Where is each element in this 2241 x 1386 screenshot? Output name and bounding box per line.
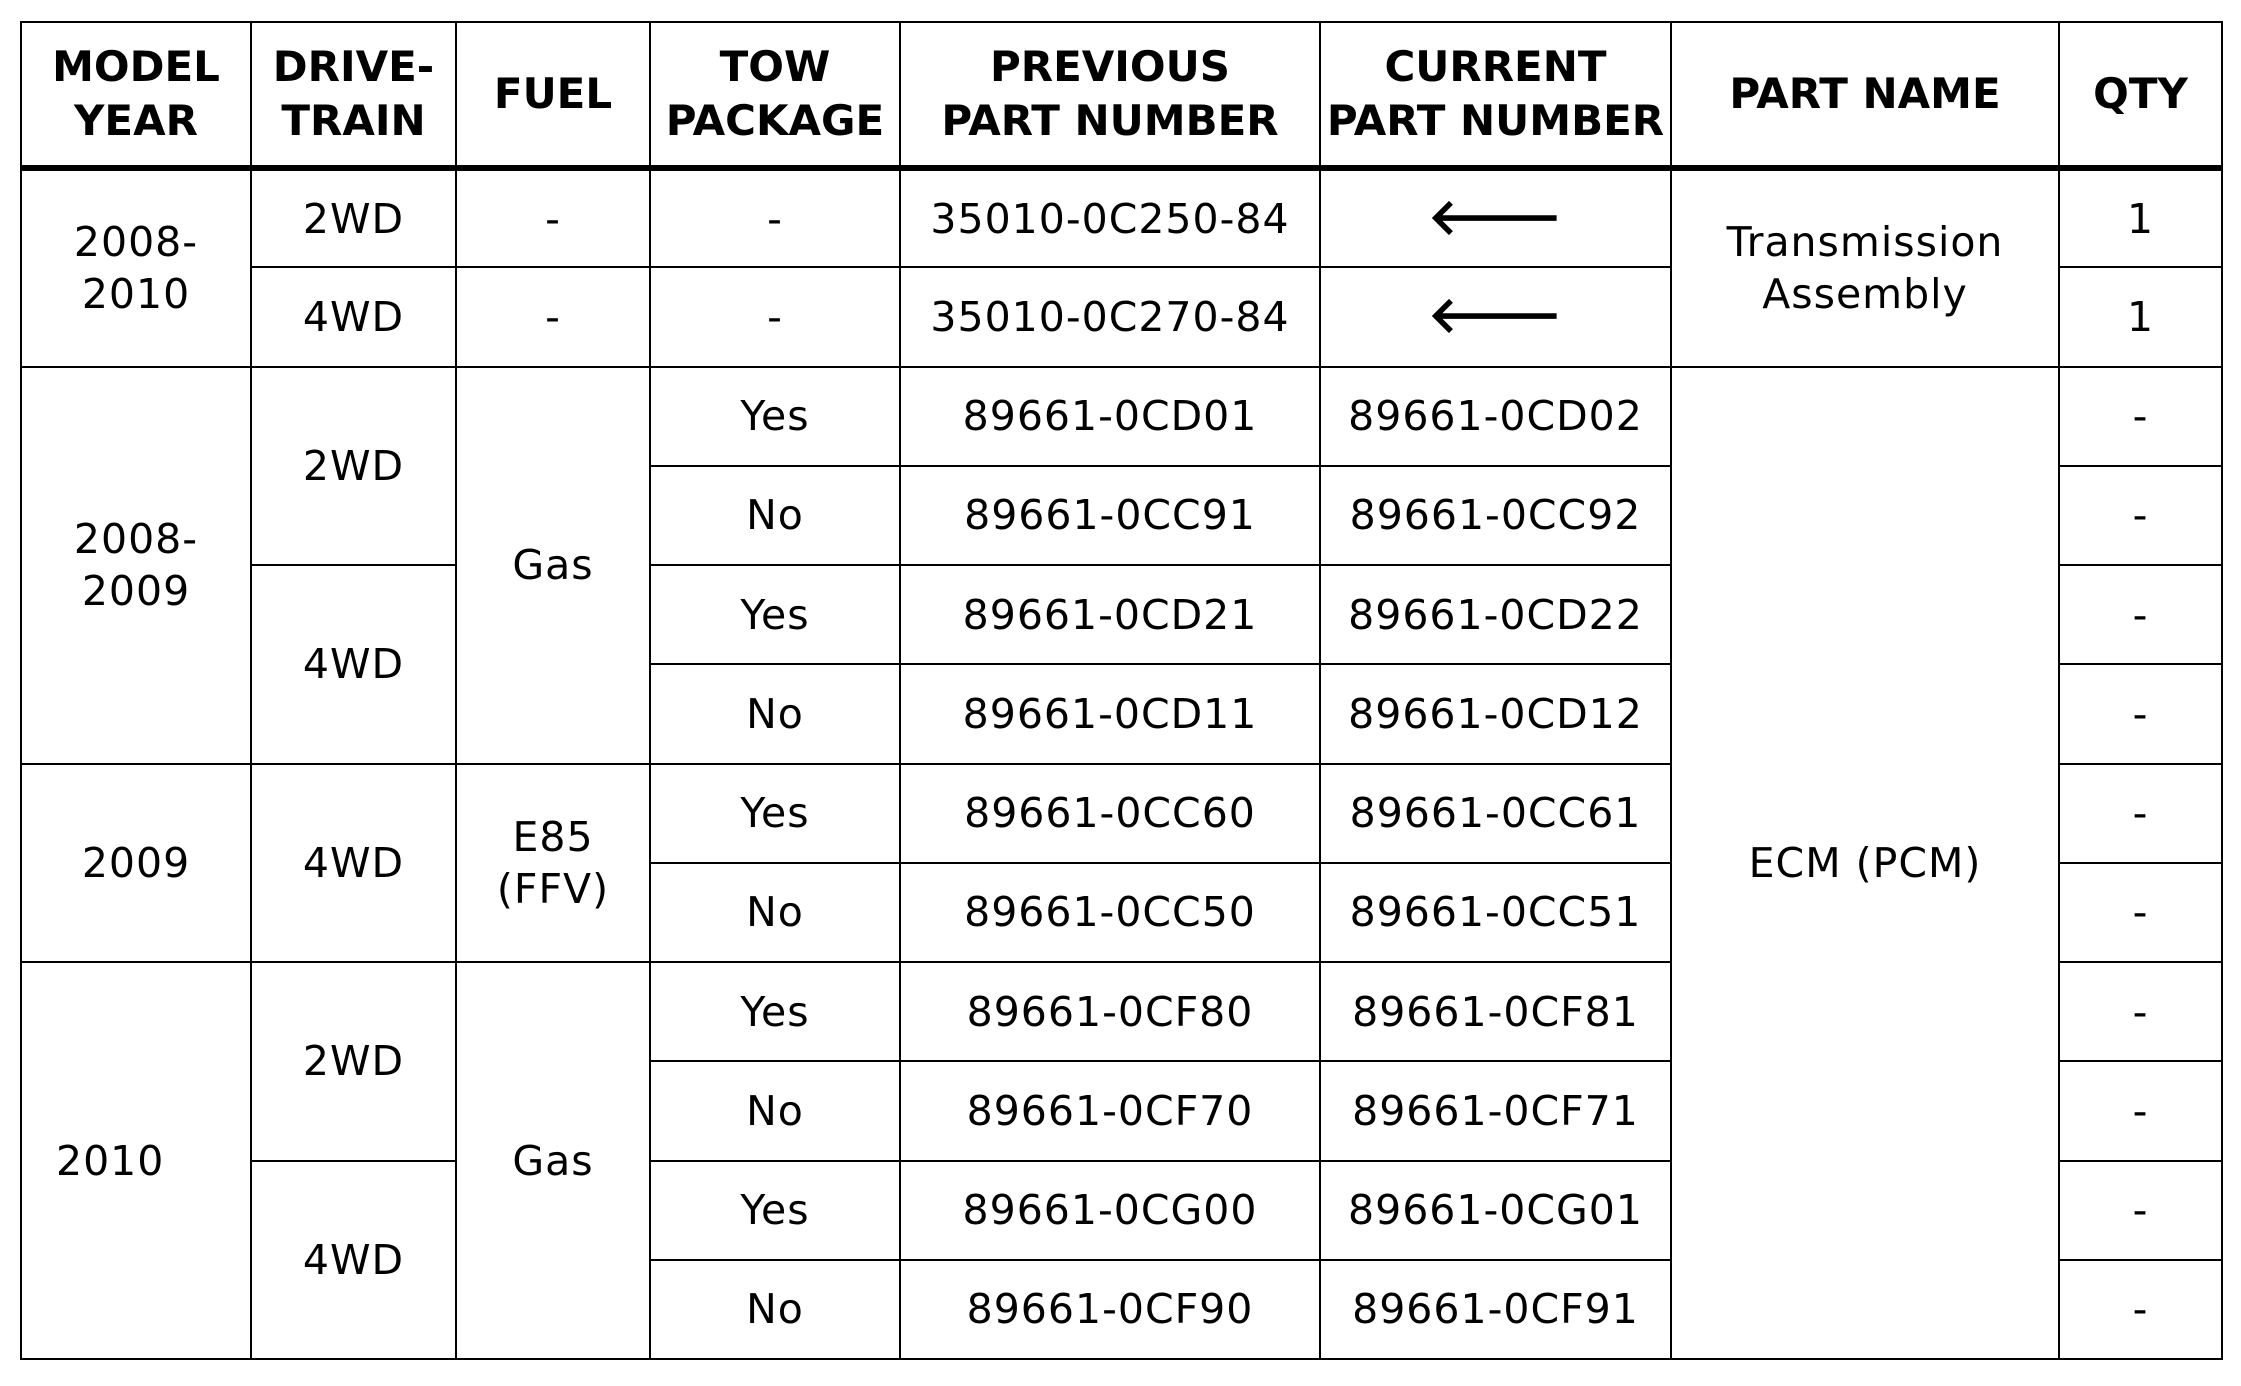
previous-part-number-cell: 89661-0CD21 — [900, 565, 1320, 664]
header-drivetrain-line2: TRAIN — [281, 96, 426, 145]
previous-part-number-cell: 89661-0CG00 — [900, 1161, 1320, 1260]
current-part-number-cell: 89661-0CF91 — [1320, 1260, 1671, 1359]
drivetrain-cell: 2WD — [251, 962, 456, 1161]
qty-cell: - — [2059, 565, 2222, 664]
current-part-number-cell: 89661-0CC61 — [1320, 764, 1671, 863]
header-previous-part-number — [900, 22, 1320, 168]
tow-package-cell: No — [650, 1061, 900, 1160]
qty-cell: - — [2059, 1260, 2222, 1359]
header-model-year — [21, 22, 251, 168]
tow-package-cell: No — [650, 863, 900, 962]
qty-cell: - — [2059, 1061, 2222, 1160]
header-previous-line2: PART NUMBER — [941, 96, 1279, 145]
fuel-line2: (FFV) — [496, 864, 610, 913]
previous-part-number-cell: 89661-0CD11 — [900, 664, 1320, 763]
header-tow-line1: TOW — [719, 42, 831, 91]
model-year-line1: 2008- — [73, 218, 199, 267]
tow-package-cell: No — [650, 466, 900, 565]
table-row — [21, 168, 2222, 267]
qty-cell: - — [2059, 764, 2222, 863]
current-part-number-cell: 89661-0CG01 — [1320, 1161, 1671, 1260]
previous-part-number-cell: 89661-0CF80 — [900, 962, 1320, 1061]
fuel-cell: Gas — [456, 962, 650, 1359]
current-part-number-cell — [1320, 168, 1671, 267]
previous-part-number-cell: 89661-0CC50 — [900, 863, 1320, 962]
header-current-part-number — [1320, 22, 1671, 168]
header-current-line2: PART NUMBER — [1326, 96, 1665, 145]
tow-package-cell: Yes — [650, 565, 900, 664]
tow-package-cell: Yes — [650, 1161, 900, 1260]
fuel-cell: Gas — [456, 367, 650, 764]
qty-cell: - — [2059, 1161, 2222, 1260]
current-part-number-cell: 89661-0CC51 — [1320, 863, 1671, 962]
header-row — [21, 22, 2222, 168]
drivetrain-cell: 4WD — [251, 267, 456, 366]
current-part-number-cell: 89661-0CC92 — [1320, 466, 1671, 565]
previous-part-number-cell: 89661-0CF90 — [900, 1260, 1320, 1359]
previous-part-number-cell: 89661-0CC91 — [900, 466, 1320, 565]
tow-package-cell: Yes — [650, 367, 900, 466]
header-fuel: FUEL — [456, 22, 650, 168]
tow-package-cell: No — [650, 664, 900, 763]
previous-part-number-cell: 89661-0CF70 — [900, 1061, 1320, 1160]
part-name-line2: Assembly — [1762, 270, 1968, 319]
parts-table — [20, 21, 2223, 1360]
header-part-name: PART NAME — [1671, 22, 2059, 168]
model-year-line1: 2008- — [73, 515, 199, 563]
qty-cell: - — [2059, 664, 2222, 763]
previous-part-number-cell: 35010-0C270-84 — [900, 267, 1320, 366]
model-year-line2: 2009 — [81, 567, 191, 615]
current-part-number-cell: 89661-0CD12 — [1320, 664, 1671, 763]
fuel-cell — [456, 764, 650, 963]
previous-part-number-cell: 35010-0C250-84 — [900, 168, 1320, 267]
part-name-cell — [1671, 168, 2059, 367]
previous-part-number-cell: 89661-0CC60 — [900, 764, 1320, 863]
drivetrain-cell: 2WD — [251, 168, 456, 267]
header-drivetrain-line1: DRIVE- — [272, 42, 435, 91]
header-drivetrain — [251, 22, 456, 168]
qty-cell: - — [2059, 466, 2222, 565]
tow-package-cell: - — [650, 267, 900, 366]
header-model-year-line1: MODEL — [52, 42, 220, 91]
part-name-cell: ECM (PCM) — [1671, 367, 2059, 1360]
tow-package-cell: Yes — [650, 962, 900, 1061]
left-arrow-icon: 🡐 — [1427, 285, 1564, 344]
qty-cell: 1 — [2059, 168, 2222, 267]
drivetrain-cell: 2WD — [251, 367, 456, 566]
current-part-number-cell: 89661-0CD22 — [1320, 565, 1671, 664]
model-year-line2: 2010 — [81, 270, 191, 319]
current-part-number-cell: 89661-0CD02 — [1320, 367, 1671, 466]
left-arrow-icon: 🡐 — [1427, 187, 1564, 246]
qty-cell: - — [2059, 367, 2222, 466]
qty-cell: - — [2059, 863, 2222, 962]
fuel-cell: - — [456, 168, 650, 267]
header-current-line1: CURRENT — [1384, 42, 1607, 91]
tow-package-cell: - — [650, 168, 900, 267]
fuel-line1: E85 — [512, 812, 594, 861]
model-year-cell: 2010 — [21, 962, 251, 1359]
model-year-cell — [21, 367, 251, 764]
fuel-cell: - — [456, 267, 650, 366]
qty-cell: 1 — [2059, 267, 2222, 366]
tow-package-cell: No — [650, 1260, 900, 1359]
header-tow-line2: PACKAGE — [665, 96, 885, 145]
drivetrain-cell: 4WD — [251, 764, 456, 963]
tow-package-cell: Yes — [650, 764, 900, 863]
table-row — [21, 367, 2222, 466]
previous-part-number-cell: 89661-0CD01 — [900, 367, 1320, 466]
current-part-number-cell: 89661-0CF71 — [1320, 1061, 1671, 1160]
model-year-cell — [21, 168, 251, 367]
header-qty: QTY — [2059, 22, 2222, 168]
qty-cell: - — [2059, 962, 2222, 1061]
part-name-line1: Transmission — [1726, 218, 2004, 267]
header-tow-package — [650, 22, 900, 168]
drivetrain-cell: 4WD — [251, 1161, 456, 1360]
current-part-number-cell — [1320, 267, 1671, 366]
current-part-number-cell: 89661-0CF81 — [1320, 962, 1671, 1061]
header-previous-line1: PREVIOUS — [989, 42, 1230, 91]
model-year-cell: 2009 — [21, 764, 251, 963]
drivetrain-cell: 4WD — [251, 565, 456, 764]
header-model-year-line2: YEAR — [74, 96, 198, 145]
